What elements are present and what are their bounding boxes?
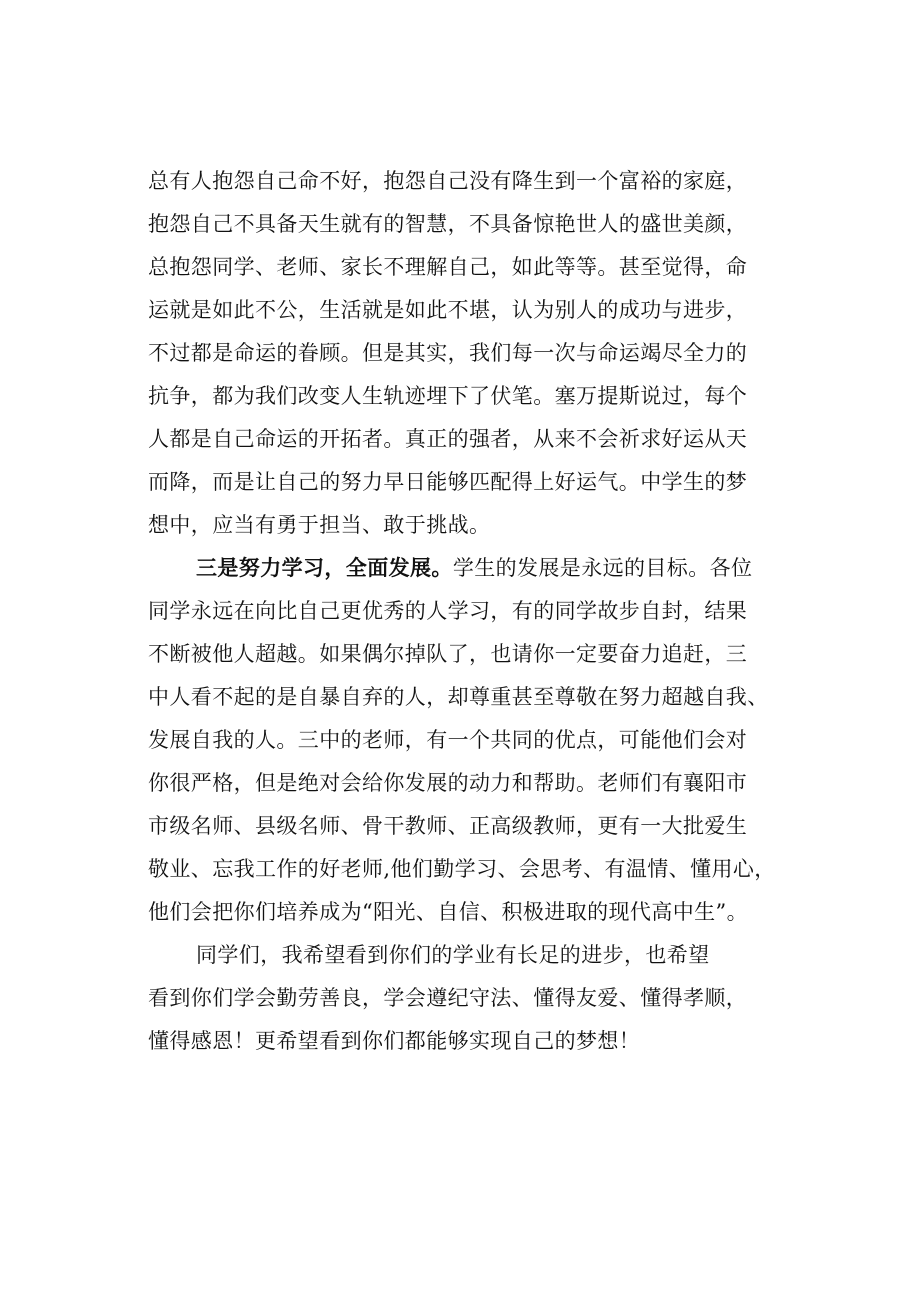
paragraph-1-line-7: 人都是自己命运的开拓者。真正的强者，从来不会祈求好运从天: [148, 427, 748, 451]
paragraph-3-line-2: 看到你们学会勤劳善良，学会遵纪守法、懂得友爱、懂得孝顺，: [148, 986, 748, 1010]
paragraph-2-line-4: 中人看不起的是自暴自弃的人，却尊重甚至尊敬在努力超越自我、: [148, 685, 769, 709]
paragraph-1-line-1: 总有人抱怨自己命不好，抱怨自己没有降生到一个富裕的家庭，: [148, 169, 748, 193]
paragraph-2-line-8: 敬业、忘我工作的好老师,他们勤学习、会思考、有温情、懂用心，: [148, 857, 776, 881]
paragraph-1-line-3: 总抱怨同学、老师、家长不理解自己，如此等等。甚至觉得，命: [148, 255, 748, 279]
paragraph-1-line-8: 而降，而是让自己的努力早日能够匹配得上好运气。中学生的梦: [148, 470, 748, 494]
paragraph-1-line-2: 抱怨自己不具备天生就有的智慧，不具备惊艳世人的盛世美颜，: [148, 212, 748, 236]
paragraph-2-heading: 三是努力学习，全面发展。: [196, 555, 453, 580]
paragraph-3-line-3: 懂得感恩！更希望看到你们都能够实现自己的梦想！: [148, 1029, 641, 1053]
paragraph-2-line-5: 发展自我的人。三中的老师，有一个共同的优点，可能他们会对: [148, 728, 748, 752]
paragraph-2-line-3: 不断被他人超越。如果偶尔掉队了，也请你一定要奋力追赶，三: [148, 642, 748, 666]
paragraph-2-first-line-text: 学生的发展是永远的目标。各位: [452, 556, 753, 580]
paragraph-1-line-5: 不过都是命运的眷顾。但是其实，我们每一次与命运竭尽全力的: [148, 341, 748, 365]
paragraph-2-line-1: [196, 553, 752, 583]
paragraph-3-line-1: 同学们，我希望看到你们的学业有长足的进步，也希望: [196, 943, 710, 967]
paragraph-1-line-9: 想中，应当有勇于担当、敢于挑战。: [148, 513, 491, 537]
paragraph-2-line-6: 你很严格，但是绝对会给你发展的动力和帮助。老师们有襄阳市: [148, 771, 748, 795]
paragraph-1-line-6: 抗争，都为我们改变人生轨迹埋下了伏笔。塞万提斯说过，每个: [148, 384, 748, 408]
paragraph-2-line-7: 市级名师、县级名师、骨干教师、正高级教师，更有一大批爱生: [148, 814, 748, 838]
paragraph-2-line-2: 同学永远在向比自己更优秀的人学习，有的同学故步自封，结果: [148, 599, 748, 623]
paragraph-2-line-9: 他们会把你们培养成为“阳光、自信、积极进取的现代高中生”。: [148, 900, 749, 924]
paragraph-1-line-4: 运就是如此不公，生活就是如此不堪，认为别人的成功与进步，: [148, 298, 748, 322]
